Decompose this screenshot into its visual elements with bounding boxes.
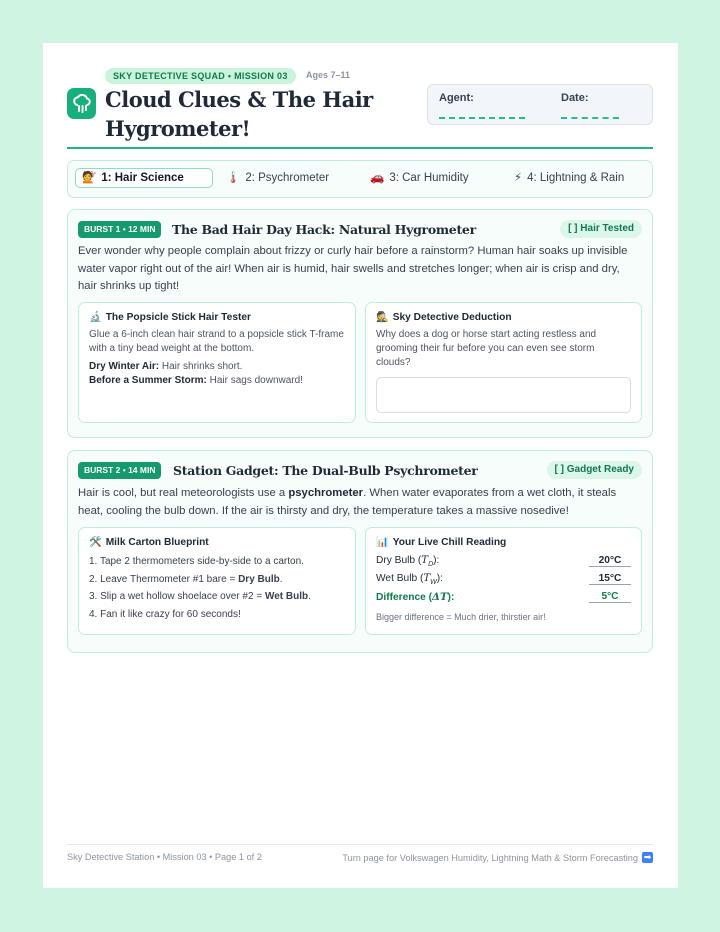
deduction-question: Why does a dog or horse start acting restless and grooming their fur before you can even see storm clouds? <box>376 329 597 368</box>
worksheet-page <box>43 43 678 888</box>
list-item: 1. Tape 2 thermometers side-by-side to a carton. <box>89 556 304 567</box>
mission-pill: SKY DETECTIVE SQUAD • MISSION 03 <box>105 68 296 84</box>
list-item: 3. Slip a wet hollow shoelace over #2 = Wet Bulb. <box>89 591 311 602</box>
blueprint-card <box>78 527 356 635</box>
dry-bulb-row: Dry Bulb $(T_D)$: 20°C <box>376 555 631 572</box>
storm-line: Before a Summer Storm: Hair sags downward! <box>89 375 303 386</box>
tab-label: 3: Car Humidity <box>389 172 469 184</box>
date-label: Date: <box>561 92 589 104</box>
deduction-card <box>365 302 642 423</box>
reading-note: Bigger difference = Much drier, thirstier air! <box>376 612 546 622</box>
burst-1-badge: BURST 1 • 12 MIN <box>78 221 161 238</box>
haircut-icon: 💇 <box>82 172 97 184</box>
thermometer-icon: 🌡️ <box>226 172 241 184</box>
wet-bulb-value[interactable]: 15°C <box>589 573 631 585</box>
tester-text: Glue a 6-inch clean hair strand to a popsicle stick T-frame with a tiny bead weight at the bottom. <box>89 329 344 354</box>
tab-label: 4: Lightning & Rain <box>527 172 625 184</box>
tab-lightning-rain[interactable] <box>514 168 624 188</box>
list-item: 4. Fan it like crazy for 60 seconds! <box>89 608 241 620</box>
detective-icon: 🕵️ <box>376 312 389 323</box>
arrow-right-icon: ➡ <box>643 852 652 862</box>
footer-divider <box>67 844 653 845</box>
hair-tester-card <box>78 302 356 423</box>
ages-label: Ages 7–11 <box>306 70 351 80</box>
card-title: 📊 Your Live Chill Reading <box>376 537 507 548</box>
difference-row: Difference (ΔT): 5°C <box>376 591 631 608</box>
tools-icon: 🛠️ <box>89 537 102 548</box>
gadget-ready-checkbox[interactable]: [ ] Gadget Ready <box>547 461 642 479</box>
dry-air-line: Dry Winter Air: Hair shrinks short. <box>89 361 243 372</box>
section-tabs <box>67 160 653 198</box>
wet-bulb-row: Wet Bulb $(T_W)$: 15°C <box>376 573 631 590</box>
footer-right: Turn page for Volkswagen Humidity, Lightning Math & Storm Forecasting ➡ <box>342 852 652 863</box>
page-title: Cloud Clues & The Hair Hygrometer! <box>105 87 373 141</box>
tab-label: 2: Psychrometer <box>245 172 330 184</box>
header-divider <box>67 147 653 149</box>
chill-reading-card <box>365 527 642 635</box>
agent-field[interactable] <box>439 115 525 119</box>
car-icon: 🚗 <box>370 172 385 184</box>
blueprint-steps <box>89 553 345 623</box>
card-title: 🛠️ Milk Carton Blueprint <box>89 537 209 548</box>
burst-1-section <box>67 209 653 438</box>
agent-date-box <box>427 84 653 125</box>
lightning-icon: ⚡ <box>514 172 523 184</box>
deduction-answer-box[interactable] <box>376 377 631 413</box>
cloud-rain-icon <box>67 88 96 119</box>
microscope-icon: 🔬 <box>89 312 102 323</box>
dry-bulb-value[interactable]: 20°C <box>589 555 631 567</box>
hair-tested-checkbox[interactable]: [ ] Hair Tested <box>560 220 642 238</box>
burst-2-title: Station Gadget: The Dual-Bulb Psychrometer <box>173 463 478 478</box>
bar-chart-icon: 📊 <box>376 537 389 548</box>
list-item: 2. Leave Thermometer #1 bare = Dry Bulb. <box>89 573 283 585</box>
burst-1-intro: Ever wonder why people complain about frizzy or curly hair before a rainstorm? Human hair soaks up invisible water vapor right out of the air! When air is humid, hair swells and stretches longer; when air is crisp and dry, hair shrinks up tight! <box>78 245 628 292</box>
difference-value[interactable]: 5°C <box>589 591 631 603</box>
burst-2-section <box>67 450 653 653</box>
footer-left: Sky Detective Station • Mission 03 • Page 1 of 2 <box>67 852 262 862</box>
tab-psychrometer[interactable] <box>226 168 329 188</box>
tab-hair-science[interactable] <box>75 168 213 188</box>
card-title: 🔬 The Popsicle Stick Hair Tester <box>89 312 252 323</box>
card-title: 🕵️ Sky Detective Deduction <box>376 312 512 323</box>
tab-car-humidity[interactable] <box>370 168 469 188</box>
tab-label: 1: Hair Science <box>101 172 184 184</box>
burst-2-intro: Hair is cool, but real meteorologists use a psychrometer. When water evaporates from a wet cloth, it steals heat, cooling the bulb down. If the air is thirsty and dry, the temperature takes a massive nosedive! <box>78 487 617 517</box>
burst-1-title: The Bad Hair Day Hack: Natural Hygrometer <box>172 222 476 237</box>
agent-label: Agent: <box>439 92 474 104</box>
burst-2-badge: BURST 2 • 14 MIN <box>78 462 161 479</box>
date-field[interactable] <box>561 115 619 119</box>
